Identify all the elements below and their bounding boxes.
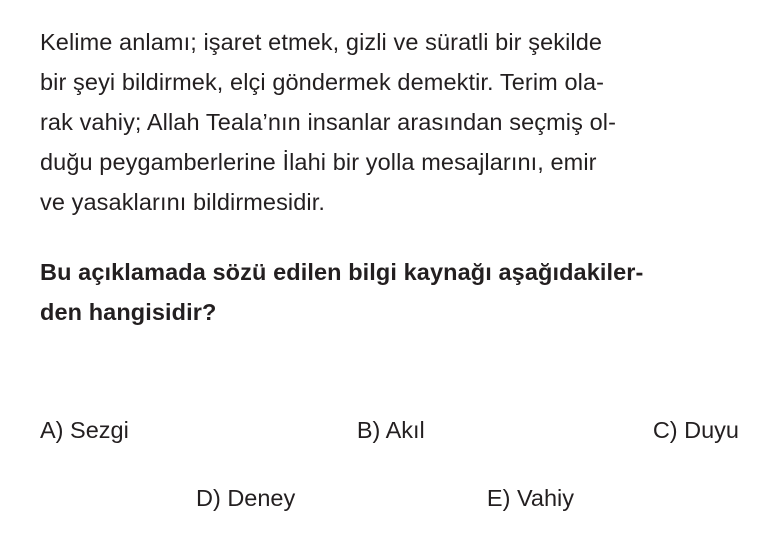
choice-option-d[interactable]: D) Deney: [196, 485, 296, 511]
passage-line: bir şeyi bildirmek, elçi göndermek demektir. Terim ola-: [40, 69, 605, 95]
passage-line: ve yasaklarını bildirmesidir.: [40, 189, 326, 215]
choices-row-bottom: [196, 485, 574, 512]
passage-text: [40, 22, 739, 222]
passage-line: Kelime anlamı; işaret etmek, gizli ve süratli bir şekilde: [40, 29, 603, 55]
choice-option-e[interactable]: E) Vahiy: [486, 485, 574, 511]
choice-option-a[interactable]: A) Sezgi: [40, 417, 129, 443]
question-prompt: [40, 252, 739, 332]
question-line: Bu açıklamada sözü edilen bilgi kaynağı aşağıdakiler-: [40, 259, 644, 285]
passage-line: duğu peygamberlerine İlahi bir yolla mesajlarını, emir: [40, 149, 597, 175]
choice-option-c[interactable]: C) Duyu: [652, 417, 739, 443]
passage-line: rak vahiy; Allah Teala’nın insanlar arasından seçmiş ol-: [40, 109, 616, 135]
question-line: den hangisidir?: [40, 299, 217, 325]
choice-option-b[interactable]: B) Akıl: [356, 417, 425, 443]
choices-row-top: [40, 417, 739, 444]
